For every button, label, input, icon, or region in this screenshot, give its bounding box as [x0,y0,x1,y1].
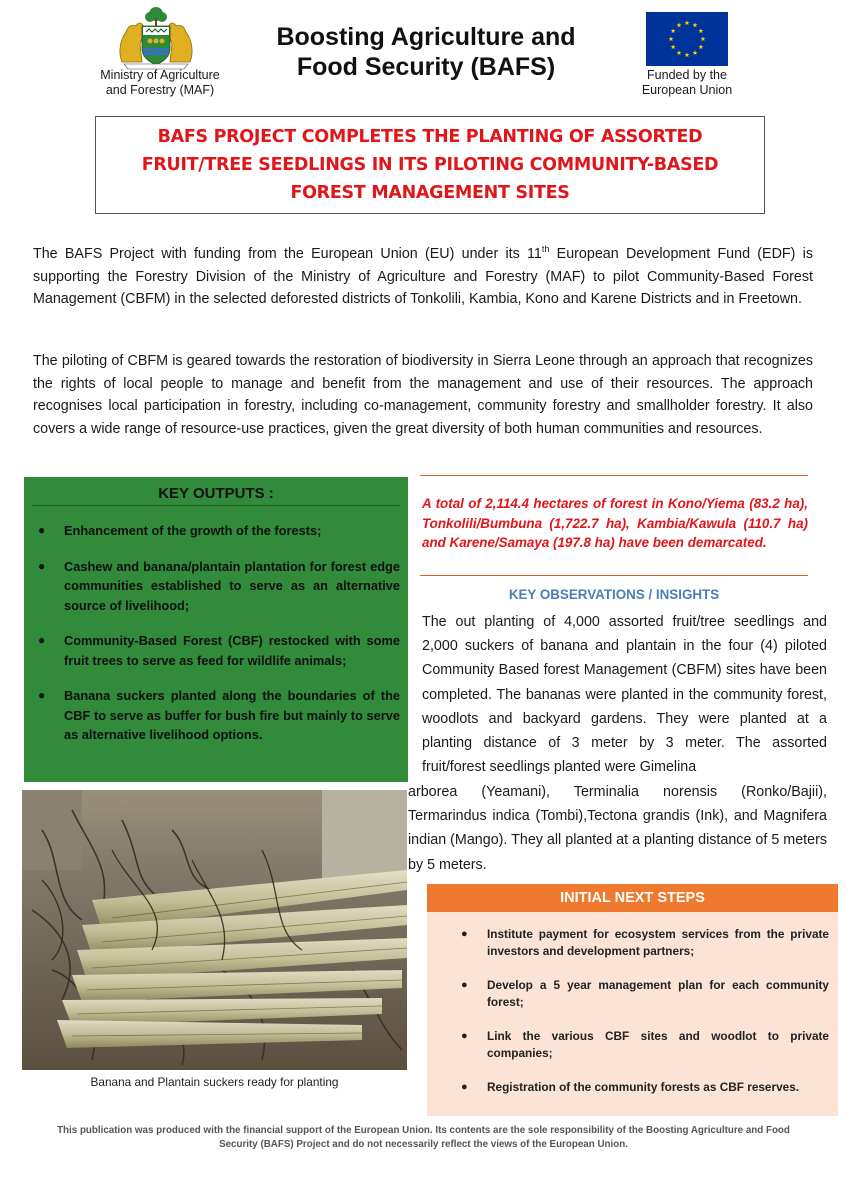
headline-line1: BAFS PROJECT COMPLETES THE PLANTING OF ASSORTED [157,127,703,147]
intro-paragraph-1-end: European Development Fund (EDF) is supporting the Forestry Division of the Ministry of Agriculture and Forestry (MAF) to pilot Community-Based Forest Management (CBFM) in the selected deforested districts of Tonkolili, Kambia, Kono and Karene Districts and in Freetown. [33,246,813,308]
next-step-item [461,977,829,1010]
next-step-item [461,926,829,959]
intro-superscript: th [541,244,550,255]
next-steps-list [461,926,829,1114]
observations-title: KEY OBSERVATIONS / INSIGHTS [508,587,720,602]
disclaimer-line1: This publication was produced with the financial support of the European Union. Its contents are the sole responsibility of the Boosting Agriculture and Food [57,1125,790,1136]
intro-paragraph-1 [33,243,813,311]
headline-box [95,116,765,214]
key-output-item [38,557,400,616]
observations-paragraph-a: The out planting of 4,000 assorted fruit/tree seedlings and 2,000 suckers of banana and plantain in the four (4) piloted Community Based forest Management (CBFM) sites have been completed. The bananas were planted in the community forest, woodlots and backyard gardens. They were planted at a planting distance of 3 meter by 3 meter. The assorted fruit/forest seedlings planted were Gimelina [422,614,827,776]
next-step-text: Link the various CBF sites and woodlot to private companies; [487,1029,829,1060]
key-output-item [38,686,400,745]
document-title-line1: Boosting Agriculture and [276,23,576,51]
eu-caption-line2: European Union [641,83,733,97]
key-outputs-title: KEY OUTPUTS : [158,485,274,502]
bullet-icon: ● [38,558,46,573]
next-step-text: Registration of the community forests as CBF reserves. [487,1080,800,1094]
next-steps-box [427,884,838,1116]
bullet-icon: ● [461,1030,468,1042]
key-output-item [38,631,400,670]
intro-paragraph-2: The piloting of CBFM is geared towards the restoration of biodiversity in Sierra Leone through an approach that recognizes the rights of local people to manage and benefit from the management and use of their resources. The approach recognises local participation in forestry, including co-management, community forestry and smallholder forestry. It also covers a wide range of resource-use practices, given the great diversity of both human communities and resources. [33,353,813,437]
ministry-caption [82,68,238,98]
key-outputs-list [38,521,400,761]
photo-caption: Banana and Plantain suckers ready for planting [90,1075,339,1089]
bullet-icon: ● [461,1081,468,1093]
bullet-icon: ● [461,928,468,940]
headline-line2: FRUIT/TREE SEEDLINGS IN ITS PILOTING COMMUNITY-BASED [141,155,719,175]
next-step-text: Institute payment for ecosystem services from the private investors and development partners; [487,927,829,958]
disclaimer-footer [40,1124,807,1152]
key-outputs-divider [32,505,400,506]
bullet-icon: ● [461,979,468,991]
eu-flag-icon [646,12,728,66]
bullet-icon: ● [38,523,46,537]
bullet-icon: ● [38,688,46,702]
key-output-text: Enhancement of the growth of the forests; [64,523,322,538]
key-output-text: Cashew and banana/plantain plantation for forest edge communities established to serve as an alternative source of livelihood; [64,558,400,613]
eu-caption-line1: Funded by the [647,68,727,82]
sierra-leone-coat-of-arms-icon [112,4,200,70]
callout-rule-bottom [420,575,808,576]
bullet-icon: ● [38,633,46,647]
document-title-line2: Food Security (BAFS) [296,53,556,81]
key-output-text: Banana suckers planted along the boundaries of the CBF to serve as buffer for bush fire but mainly to serve as alternative livelihood options. [64,688,400,742]
next-step-item [461,1079,829,1096]
callout-rule-top [420,475,808,476]
eu-caption [612,68,762,98]
next-step-item [461,1028,829,1061]
banana-suckers-photo [22,790,407,1070]
ministry-caption-line2: and Forestry (MAF) [105,83,215,97]
next-steps-title: INITIAL NEXT STEPS [427,884,838,912]
key-outputs-box [24,477,408,782]
observations-paragraph-b: arborea (Yeamani), Terminalia norensis (Ronko/Bajii), Termarindus indica (Tombi),Tectona grandis (Ink), and Magnifera indian (Mango). They all planted at a planting distance of 5 meters by 5 meters. [408,784,827,873]
key-output-text: Community-Based Forest (CBF) restocked with some fruit trees to serve as feed for wildlife animals; [64,633,400,668]
ministry-caption-line1: Ministry of Agriculture [100,68,220,82]
demarcation-callout: A total of 2,114.4 hectares of forest in Kono/Yiema (83.2 ha), Tonkolili/Bumbuna (1,722.7 ha), Kambia/Kawula (110.7 ha) and Karene/Samaya (197.8 ha) have been demarcated. [422,496,808,550]
disclaimer-line2: Security (BAFS) Project and do not necessarily reflect the views of the European Union. [219,1139,628,1150]
next-step-text: Develop a 5 year management plan for each community forest; [487,978,829,1009]
headline-line3: FOREST MANAGEMENT SITES [290,183,570,203]
document-title [244,22,608,82]
intro-paragraph-1-start: The BAFS Project with funding from the European Union (EU) under its 11 [33,246,542,262]
key-output-item [38,521,400,541]
